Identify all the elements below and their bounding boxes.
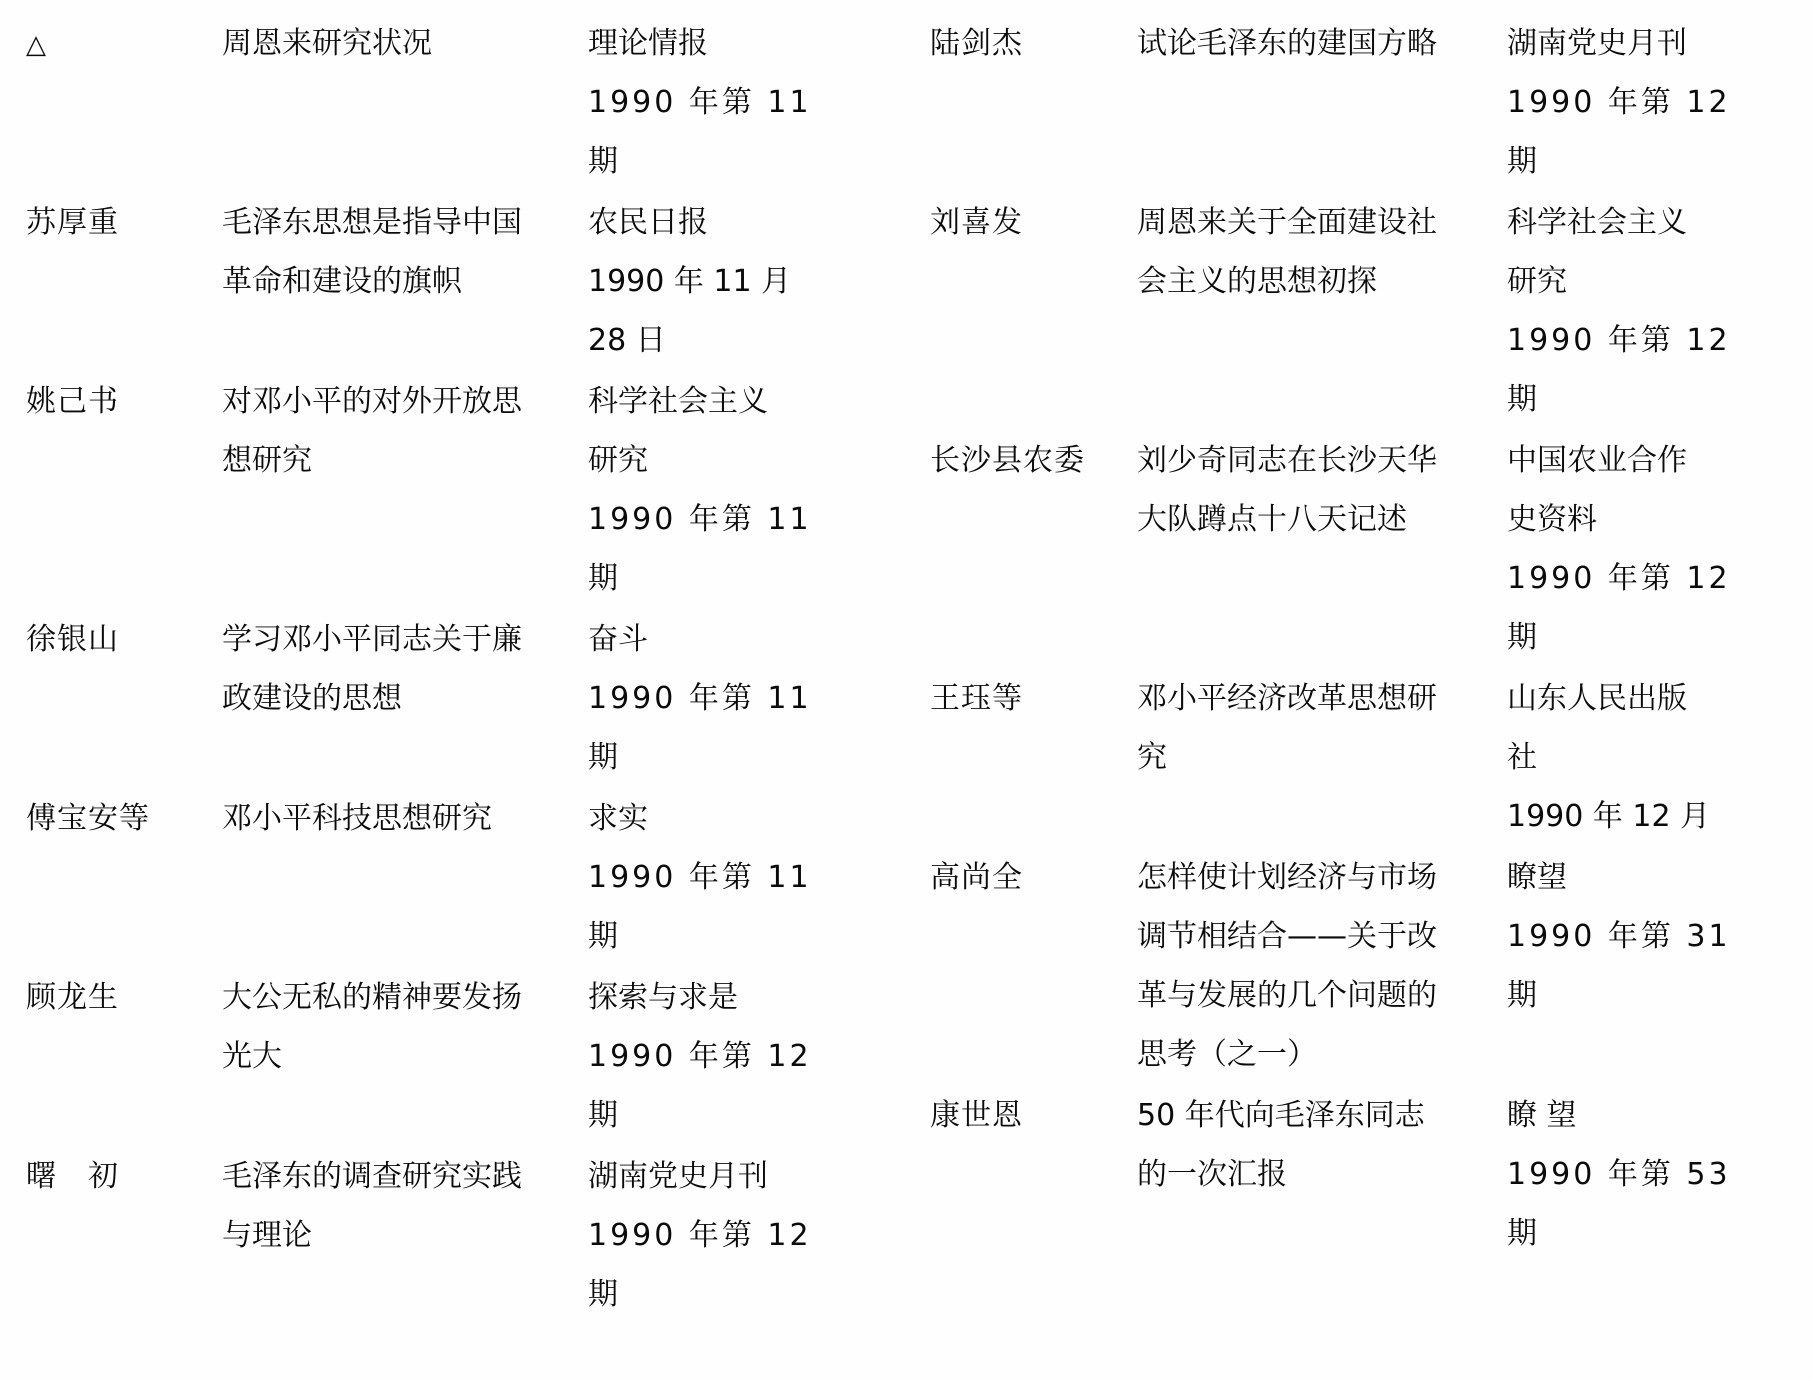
list-item (26, 14, 930, 191)
entry-journal: 瞭望 1990 年第 31 期 (1507, 860, 1731, 1013)
entry-title: 毛泽东思想是指导中国 革命和建设的旗帜 (222, 205, 522, 299)
entry-author: 傅宝安等 (26, 801, 150, 836)
entry-title: 邓小平经济改革思想研 究 (1137, 681, 1437, 775)
entry-body (222, 372, 838, 608)
entry-author: 刘喜发 (930, 205, 1023, 240)
triangle-bullet-icon: △ (26, 30, 47, 60)
list-item (26, 610, 930, 787)
entry-title: 邓小平科技思想研究 (222, 801, 492, 836)
entry-marker (26, 14, 222, 75)
entry-title: 刘少奇同志在长沙天华 大队蹲点十八天记述 (1137, 443, 1437, 537)
entry-journal: 理论情报 1990 年第 11 期 (588, 26, 812, 179)
right-column (930, 0, 1813, 1380)
entry-body (222, 1147, 838, 1324)
list-item (26, 789, 930, 966)
list-item (26, 1147, 930, 1324)
list-item (26, 372, 930, 608)
list-item (930, 193, 1813, 429)
entry-journal: 中国农业合作 史资料 1990 年第 12 期 (1507, 443, 1731, 655)
entry-title: 周恩来研究状况 (222, 26, 432, 61)
entry-author: 陆剑杰 (930, 26, 1023, 61)
entry-author: 徐银山 (26, 622, 119, 657)
entry-author: 姚己书 (26, 384, 119, 419)
entry-title: 试论毛泽东的建国方略 (1137, 26, 1437, 61)
entry-journal: 科学社会主义 研究 1990 年第 12 期 (1507, 205, 1731, 417)
entry-author: 苏厚重 (26, 205, 119, 240)
entry-journal: 科学社会主义 研究 1990 年第 11 期 (588, 384, 812, 596)
entry-author: 康世恩 (930, 1098, 1023, 1133)
list-item (930, 669, 1813, 846)
entry-body (222, 193, 838, 370)
list-item (930, 431, 1813, 667)
list-item (26, 193, 930, 370)
list-item (930, 1086, 1813, 1263)
entry-body (222, 968, 838, 1145)
entry-journal: 湖南党史月刊 1990 年第 12 期 (588, 1159, 812, 1312)
entry-title: 50 年代向毛泽东同志 的一次汇报 (1137, 1098, 1425, 1192)
entry-body (222, 789, 838, 966)
entry-journal: 山东人民出版 社 1990 年 12 月 (1507, 681, 1711, 834)
entry-author: 曙 初 (26, 1159, 119, 1194)
entry-author: 顾龙生 (26, 980, 119, 1015)
entry-journal: 湖南党史月刊 1990 年第 12 期 (1507, 26, 1731, 179)
entry-journal: 瞭 望 1990 年第 53 期 (1507, 1098, 1731, 1251)
list-item (26, 968, 930, 1145)
entry-title: 周恩来关于全面建设社 会主义的思想初探 (1137, 205, 1437, 299)
entry-title: 毛泽东的调查研究实践 与理论 (222, 1159, 522, 1253)
list-item (930, 14, 1813, 191)
entry-title: 大公无私的精神要发扬 光大 (222, 980, 522, 1074)
entry-journal: 农民日报 1990 年 11 月 28 日 (588, 205, 792, 358)
entry-title: 对邓小平的对外开放思 想研究 (222, 384, 522, 478)
entry-author: 长沙县农委 (930, 443, 1085, 478)
entry-author: 王珏等 (930, 681, 1023, 716)
entry-title: 学习邓小平同志关于廉 政建设的思想 (222, 622, 522, 716)
entry-journal: 求实 1990 年第 11 期 (588, 801, 812, 954)
entry-author: 高尚全 (930, 860, 1023, 895)
entry-journal: 探索与求是 1990 年第 12 期 (588, 980, 812, 1133)
list-item (930, 848, 1813, 1084)
entry-body (222, 14, 838, 191)
entry-body (222, 610, 838, 787)
entry-title: 怎样使计划经济与市场 调节相结合——关于改 革与发展的几个问题的 思考（之一） (1137, 860, 1437, 1072)
entry-journal: 奋斗 1990 年第 11 期 (588, 622, 812, 775)
